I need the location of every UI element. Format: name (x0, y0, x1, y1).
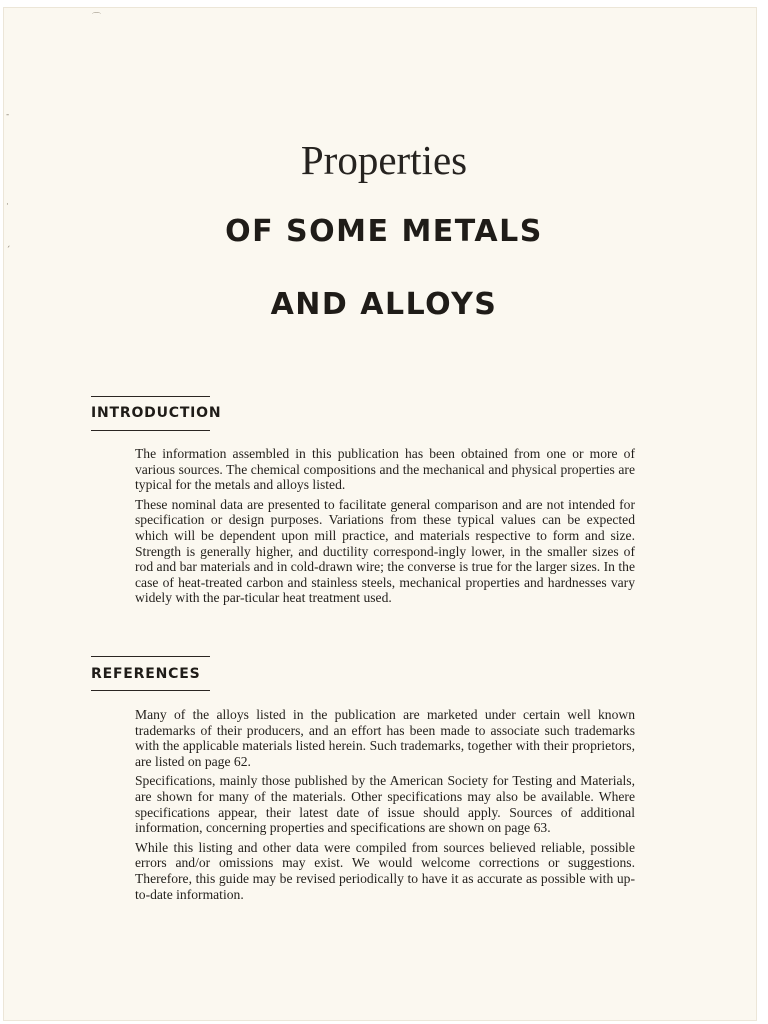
section-heading-references: REFERENCES (91, 666, 201, 682)
document-title: Properties (300, 137, 468, 183)
section-rule-top (91, 656, 210, 657)
corner-mark: ⌒ (92, 13, 102, 23)
references-paragraph: Specifications, mainly those published by the American Society for Testing and Materials, are shown for many of the materials. Other specifications may also be available. Where specifications appear, their latest date of issue should apply. Sources of additional information, concerning properties and specifications are shown on page 63. (135, 773, 635, 836)
margin-mark: - (6, 110, 10, 120)
introduction-paragraph: These nominal data are presented to facilitate general comparison and are not intended for specification or design purposes. Variations from these typical values can be expected which will be dependent upon mill practice, and materials respective to form and size. Strength is generally higher, and ductility correspond-ingly lower, in the smaller sizes of rod and bar materials and in cold-drawn wire; the converse is true for the larger sizes. In the case of heat-treated carbon and stainless steels, mechanical properties and hardnesses vary widely with the par-ticular heat treatment used. (135, 496, 635, 606)
section-rule-top (91, 396, 210, 397)
references-paragraph: Many of the alloys listed in the publication are marketed under certain well known trademarks of their producers, and an effort has been made to associate such trademarks with the applicable materials listed herein. Such trademarks, together with their proprietors, are listed on page 62. (135, 707, 635, 769)
references-body (135, 707, 635, 906)
margin-mark: ˊ (6, 246, 11, 256)
section-heading-introduction: INTRODUCTION (91, 405, 222, 421)
document-subtitle-line-2: AND ALLOYS (270, 287, 498, 322)
section-rule-bottom (91, 430, 210, 431)
references-paragraph: While this listing and other data were compiled from sources believed reliable, possible errors and/or omissions may exist. We would welcome corrections or suggestions. Therefore, this guide may be revised periodically to have it as accurate as possible with up-to-date information. (135, 839, 635, 902)
introduction-body (135, 446, 635, 610)
introduction-paragraph: The information assembled in this publication has been obtained from one or more of various sources. The chemical compositions and the mechanical and physical properties are typical for the metals and alloys listed. (135, 446, 635, 493)
document-subtitle-line-1: OF SOME METALS (225, 214, 543, 249)
section-rule-bottom (91, 690, 210, 691)
margin-mark: · (6, 200, 9, 210)
